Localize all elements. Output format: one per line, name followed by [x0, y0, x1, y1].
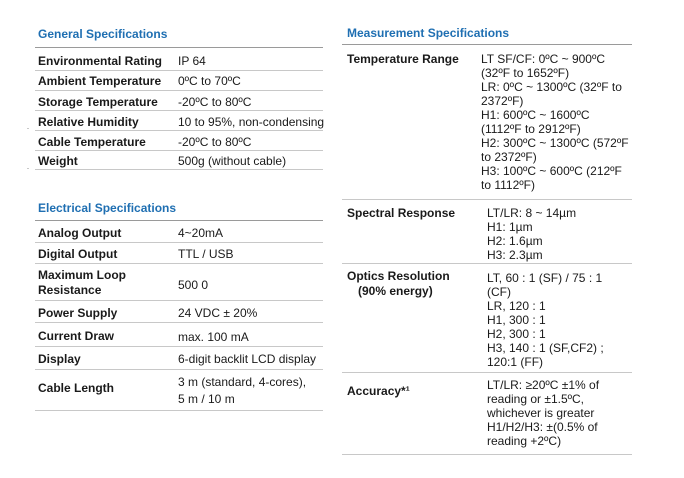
row-divider: [342, 199, 632, 200]
spectral-response-line: H3: 2.3µm: [487, 248, 543, 262]
optics-resolution-line: H3, 140 : 1 (SF,CF2) ;: [487, 341, 604, 355]
temperature-range-line: to 2372ºF): [481, 150, 537, 164]
spec-label-analog-output: Analog Output: [38, 226, 122, 240]
row-divider: [342, 263, 632, 264]
optics-resolution-line: LR, 120 : 1: [487, 299, 546, 313]
section-divider: [342, 44, 632, 45]
general-specifications-title: General Specifications: [38, 27, 168, 41]
spec-value-cable-length-options: 5 m / 10 m: [178, 392, 235, 406]
spec-value-cable-length: 3 m (standard, 4-cores),: [178, 375, 307, 389]
temperature-range-line: H2: 300ºC ~ 1300ºC (572ºF: [481, 136, 629, 150]
temperature-range-line: H1: 600ºC ~ 1600ºC: [481, 108, 590, 122]
temperature-range-line: H3: 100ºC ~ 600ºC (212ºF: [481, 164, 622, 178]
temperature-range-line: LR: 0ºC ~ 1300ºC (32ºF to: [481, 80, 622, 94]
spec-value-ambient-temperature: 0ºC to 70ºC: [178, 74, 241, 88]
optics-resolution-line: (CF): [487, 285, 511, 299]
spec-label-current-draw: Current Draw: [38, 329, 115, 343]
margin-mark: [27, 168, 29, 169]
spectral-response-line: H2: 1.6µm: [487, 234, 543, 248]
spec-value-storage-temperature: -20ºC to 80ºC: [178, 95, 252, 109]
section-divider: [35, 47, 323, 48]
row-divider: [35, 130, 323, 131]
spec-value-analog-output: 4~20mA: [178, 226, 224, 240]
spec-value-power-supply: 24 VDC ± 20%: [178, 306, 258, 320]
row-divider: [35, 322, 323, 323]
spec-value-relative-humidity: 10 to 95%, non-condensing: [178, 115, 325, 129]
spec-label-maximum-loop: Maximum Loop: [38, 268, 127, 282]
temperature-range-line: LT SF/CF: 0ºC ~ 900ºC: [481, 52, 606, 66]
temperature-range-line: 2372ºF): [481, 94, 524, 108]
spec-label-relative-humidity: Relative Humidity: [38, 115, 139, 129]
optics-resolution-line: H1, 300 : 1: [487, 313, 546, 327]
accuracy-line: whichever is greater: [487, 406, 595, 420]
accuracy-line: LT/LR: ≥20ºC ±1% of: [487, 378, 600, 392]
margin-mark: [27, 128, 29, 129]
optics-resolution-line: H2, 300 : 1: [487, 327, 546, 341]
spec-label-optics-resolution: Optics Resolution: [347, 269, 450, 283]
spec-label-temperature-range: Temperature Range: [347, 52, 459, 66]
spectral-response-line: LT/LR: 8 ~ 14µm: [487, 206, 577, 220]
spec-label-cable-length: Cable Length: [38, 381, 115, 395]
spec-value-weight: 500g (without cable): [178, 154, 287, 168]
spec-value-digital-output: TTL / USB: [178, 247, 234, 261]
accuracy-line: reading +2ºC): [487, 434, 562, 448]
accuracy-line: H1/H2/H3: ±(0.5% of: [487, 420, 598, 434]
spec-label-weight: Weight: [38, 154, 78, 168]
spec-value-maximum-loop-resistance: 500 0: [178, 278, 209, 292]
measurement-specifications-title: Measurement Specifications: [347, 26, 510, 40]
row-divider: [35, 410, 323, 411]
row-divider: [342, 454, 632, 455]
row-divider: [35, 150, 323, 151]
temperature-range-line: to 1112ºF): [481, 178, 535, 192]
spec-value-environmental-rating: IP 64: [178, 54, 206, 68]
accuracy-line: reading or ±1.5ºC,: [487, 392, 585, 406]
temperature-range-line: (32ºF to 1652ºF): [481, 66, 570, 80]
temperature-range-line: (1112ºF to 2912ºF): [481, 122, 581, 136]
optics-resolution-line: LT, 60 : 1 (SF) / 75 : 1: [487, 271, 603, 285]
row-divider: [35, 369, 323, 370]
spec-label-storage-temperature: Storage Temperature: [38, 95, 158, 109]
spec-label-spectral-response: Spectral Response: [347, 206, 456, 220]
row-divider: [35, 242, 323, 243]
row-divider: [342, 372, 632, 373]
spec-value-display: 6-digit backlit LCD display: [178, 352, 317, 366]
spec-label-cable-temperature: Cable Temperature: [38, 135, 146, 149]
spec-value-cable-temperature: -20ºC to 80ºC: [178, 135, 252, 149]
spec-label-optics-energy: (90% energy): [358, 284, 433, 298]
spec-label-digital-output: Digital Output: [38, 247, 118, 261]
row-divider: [35, 263, 323, 264]
row-divider: [35, 70, 323, 71]
section-divider: [35, 220, 323, 221]
row-divider: [35, 110, 323, 111]
spec-label-ambient-temperature: Ambient Temperature: [38, 74, 162, 88]
spec-label-environmental-rating: Environmental Rating: [38, 54, 163, 68]
spec-value-current-draw: max. 100 mA: [178, 330, 249, 344]
electrical-specifications-title: Electrical Specifications: [38, 201, 177, 215]
row-divider: [35, 169, 323, 170]
spectral-response-line: H1: 1µm: [487, 220, 533, 234]
optics-resolution-line: 120:1 (FF): [487, 355, 544, 369]
row-divider: [35, 346, 323, 347]
spec-label-display: Display: [38, 352, 81, 366]
spec-label-power-supply: Power Supply: [38, 306, 118, 320]
spec-label-accuracy: Accuracy*¹: [347, 384, 410, 398]
spec-label-resistance: Resistance: [38, 283, 102, 297]
row-divider: [35, 90, 323, 91]
row-divider: [35, 300, 323, 301]
